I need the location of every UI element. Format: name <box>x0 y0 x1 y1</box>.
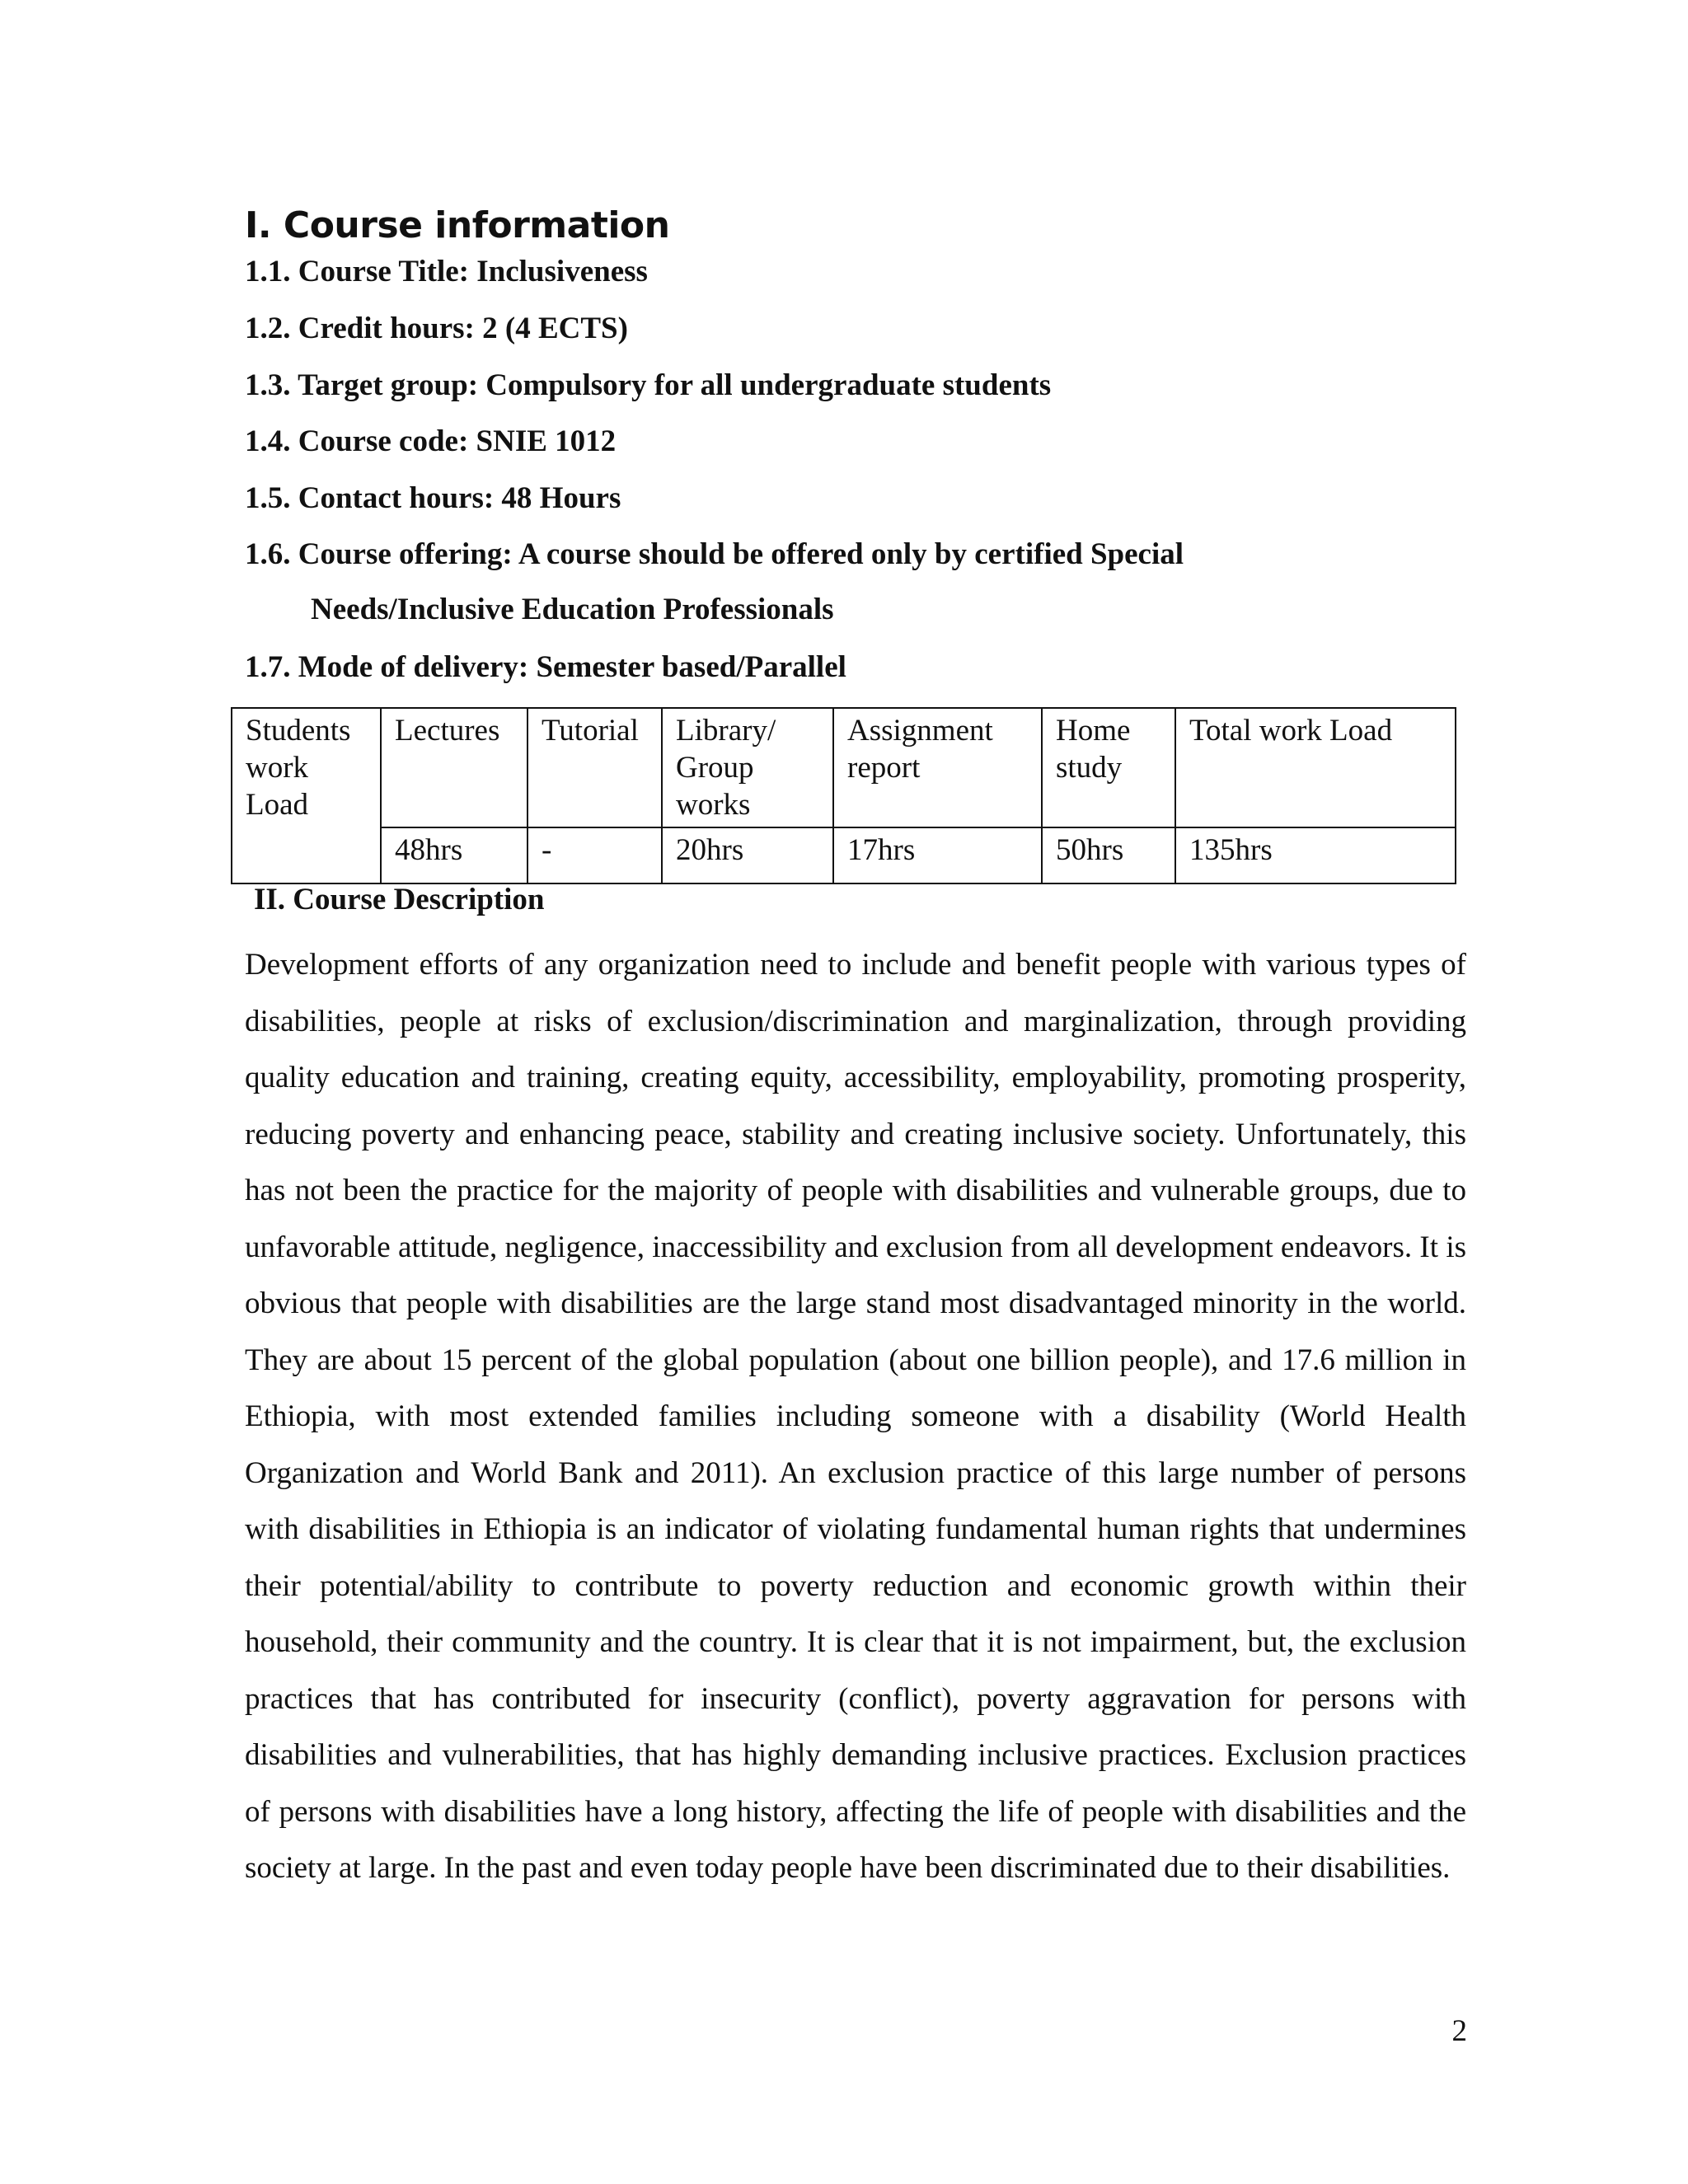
page-number: 2 <box>1451 2014 1467 2048</box>
table-row <box>232 708 1456 827</box>
value-cell: 50hrs <box>1042 827 1175 883</box>
header-cell: Lectures <box>381 708 528 827</box>
info-text: 1.4. Course code: SNIE 1012 <box>245 424 617 458</box>
table-row <box>232 827 1456 883</box>
info-item-target-group <box>245 368 1051 403</box>
value-cell: 20hrs <box>662 827 833 883</box>
info-text: 1.6. Course offering: A course should be offered only by certified Special <box>245 537 1184 571</box>
info-item-credit-hours <box>245 311 628 346</box>
row-label-cell: Students work Load <box>232 708 381 883</box>
workload-table <box>231 707 1456 884</box>
header-cell: Library/ Group works <box>662 708 833 827</box>
info-text: 1.2. Credit hours: 2 (4 ECTS) <box>245 312 628 345</box>
description-heading: II. Course Description <box>254 883 545 916</box>
value-cell: 17hrs <box>833 827 1042 883</box>
value-cell: 135hrs <box>1175 827 1456 883</box>
info-text: 1.1. Course Title: Inclusiveness <box>245 255 648 288</box>
info-text: 1.5. Contact hours: 48 Hours <box>245 481 621 515</box>
value-cell: 48hrs <box>381 827 528 883</box>
description-paragraph: Development efforts of any organization need to include and benefit people with various types of disabilities, people at risks of exclusion/discrimination and marginalization, through providing quality education and training, creating equity, accessibility, employability, promoting prosperity, reducing poverty and enhancing peace, stability and creating inclusive society. Unfortunately, this has not been the practice for the majority of people with disabilities and vulnerable groups, due to unfavorable attitude, negligence, inaccessibility and exclusion from all development endeavors. It is obvious that people with disabilities are the large stand most disadvantaged minority in the world. They are about 15 percent of the global population (about one billion people), and 17.6 million in Ethiopia, with most extended families including someone with a disability (World Health Organization and World Bank and 2011). An exclusion practice of this large number of persons with disabilities in Ethiopia is an indicator of violating fundamental human rights that undermines their potential/ability to contribute to poverty reduction and economic growth within their household, their community and the country. It is clear that it is not impairment, but, the exclusion practices that has contributed for insecurity (conflict), poverty aggravation for persons with disabilities and vulnerabilities, that has highly demanding inclusive practices. Exclusion practices of persons with disabilities have a long history, affecting the life of people with disabilities and the society at large. In the past and even today people have been discriminated due to their disabilities. <box>245 948 1466 1885</box>
info-text: 1.3. Target group: Compulsory for all undergraduate students <box>245 368 1052 402</box>
info-text: 1.7. Mode of delivery: Semester based/Parallel <box>245 650 846 684</box>
header-cell: Home study <box>1042 708 1175 827</box>
value-cell: - <box>528 827 662 883</box>
info-item-contact-hours <box>245 480 621 516</box>
info-text-continuation: Needs/Inclusive Education Professionals <box>311 593 834 626</box>
header-cell: Assignment report <box>833 708 1042 827</box>
section-heading: I. Course information <box>245 204 670 246</box>
info-item-course-offering <box>245 537 1184 627</box>
header-cell: Tutorial <box>528 708 662 827</box>
info-item-title <box>245 254 648 289</box>
info-item-mode-of-delivery <box>245 649 846 685</box>
info-item-course-code <box>245 424 616 459</box>
header-cell: Total work Load <box>1175 708 1456 827</box>
